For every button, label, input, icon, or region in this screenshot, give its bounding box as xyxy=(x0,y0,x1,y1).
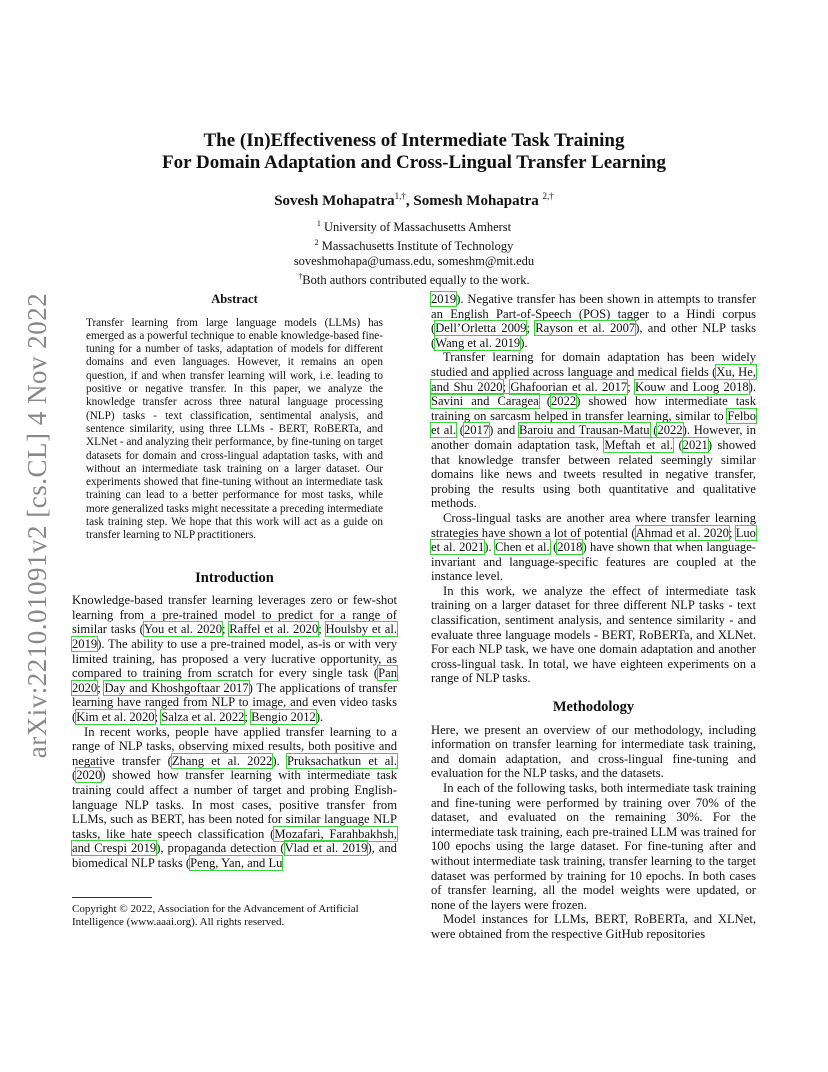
citation-link[interactable]: Peng, Yan, and Lu xyxy=(190,855,283,870)
paper-title-line-2: For Domain Adaptation and Cross-Lingual Transfer Learning xyxy=(162,152,666,173)
methodology-paragraph-3: Model instances for LLMs, BERT, RoBERTa, and XLNet, were obtained from the respective GitHub repositories xyxy=(431,912,756,941)
citation-link[interactable]: Wang et al. 2019 xyxy=(435,335,521,350)
text-run: ) The applications of transfer learning have ranged from NLP to image, and even video tasks ( xyxy=(72,680,397,724)
citation-link[interactable]: Felbo et al. xyxy=(431,408,756,438)
text-run: ( xyxy=(649,423,658,438)
citation-link[interactable]: Ghafoorian et al. 2017 xyxy=(510,379,628,394)
text-run: ; xyxy=(728,525,736,540)
introduction-paragraph-5: In this work, we analyze the effect of intermediate task training on a larger dataset for three different NLP tasks - text classification, sentiment analysis, and sentence similarity - and evaluate three language models - BERT, RoBERTa, and XLNet. For each NLP task, we have one domain adaptation and another cross-lingual task. In total, we have eighteen experiments on a range of NLP tasks. xyxy=(431,583,756,686)
text-run: ; xyxy=(154,709,162,724)
text-run: ( xyxy=(672,437,683,452)
text-run: ). xyxy=(748,379,757,394)
text-run: Transfer learning for domain adaptation has been widely studied and applied across language and medical fields ( xyxy=(431,350,756,379)
introduction-heading: Introduction xyxy=(195,569,274,586)
left-column xyxy=(72,292,397,871)
citation-link[interactable]: Bengio 2012 xyxy=(251,709,316,724)
affiliation-2 xyxy=(72,235,756,254)
title-block xyxy=(72,130,756,288)
affiliation-1-mark: 1 xyxy=(316,219,321,228)
abstract-heading: Abstract xyxy=(211,292,258,306)
text-run: Cross-lingual tasks are another area where transfer learning strategies have shown a lot of potential ( xyxy=(431,510,756,540)
text-run: ; xyxy=(526,321,536,336)
equal-contribution-text: Both authors contributed equally to the work. xyxy=(302,273,530,288)
introduction-paragraph-1 xyxy=(72,593,397,724)
methodology-paragraph-2: In each of the following tasks, both intermediate task training and fine-tuning were performed by training over 70% of the dataset, and evaluated on the remaining 30%. For the intermediate task training, each pre-trained LLM was trained for 100 epochs using the large dataset. For fine-tuning after and without intermediate task training, transfer learning to the target dataset was performed by training for 10 epochs. In both cases of transfer learning, all the model weights were updated, or none of the layers were frozen. xyxy=(431,781,756,912)
author-1-marks: 1,† xyxy=(394,191,406,201)
introduction-paragraph-2 xyxy=(72,725,397,871)
text-run: ), and biomedical NLP tasks ( xyxy=(72,841,397,870)
citation-link[interactable]: 2020 xyxy=(76,768,102,783)
citation-link[interactable]: Pruksachatkun et al. xyxy=(286,753,397,768)
affiliation-2-text: Massachusetts Institute of Technology xyxy=(318,239,514,254)
citation-link[interactable]: Dell’Orletta 2009 xyxy=(435,321,527,336)
copyright-text: Copyright © 2022, Association for the Advancement of Artificial Intelligence (www.aaai.org). All rights reserved. xyxy=(72,903,359,928)
text-run: ). The ability to use a pre-trained model, as-is or with very limited training, has proposed a very lucrative opportunity, as compared to training from scratch for every single task ( xyxy=(72,637,397,681)
citation-link[interactable]: You et al. 2020 xyxy=(143,622,223,637)
citation-link[interactable]: Savini and Caragea xyxy=(431,394,539,409)
equal-contribution-note xyxy=(72,269,756,288)
author-2-marks: 2,† xyxy=(542,191,554,201)
copyright-footnote xyxy=(72,897,397,929)
text-run: In recent works, people have applied transfer learning to a range of NLP tasks, observing mixed results, both positive and negative transfer ( xyxy=(72,724,397,768)
text-run: ) showed how transfer learning with intermediate task training could affect a number of target and probing English-language NLP tasks. In most cases, positive transfer from LLMs, such as BERT, has been noted for similar language NLP tasks, like hate speech classification ( xyxy=(72,768,397,841)
introduction-paragraph-4 xyxy=(431,511,756,584)
citation-link[interactable]: Zhang et al. 2022 xyxy=(171,753,273,768)
text-run: ). Negative transfer has been shown in attempts to transfer an English Part-of-Speech (POS) tagger to a Hindi corpus ( xyxy=(431,292,756,336)
methodology-heading: Methodology xyxy=(552,699,635,716)
citation-link[interactable]: 2018 xyxy=(557,540,583,555)
citation-link[interactable]: Baroiu and Trausan-Matu xyxy=(518,423,650,438)
citation-link[interactable]: 2019 xyxy=(431,292,457,306)
text-run: ). xyxy=(520,335,528,350)
author-list xyxy=(72,191,756,210)
citation-link[interactable]: Day and Khoshgoftaar 2017 xyxy=(104,680,249,695)
text-run: ; xyxy=(502,379,511,394)
paper-title-line-1: The (In)Effectiveness of Intermediate Task Training xyxy=(203,130,625,151)
citation-link[interactable]: Luo et al. 2021 xyxy=(431,525,756,555)
affiliation-1 xyxy=(72,216,756,235)
text-run: ) and xyxy=(489,423,519,438)
citation-link[interactable]: Salza et al. 2022 xyxy=(161,709,245,724)
text-run: ). xyxy=(272,753,287,768)
text-run: ). xyxy=(484,540,496,555)
citation-link[interactable]: 2022 xyxy=(657,423,683,438)
text-run: ). xyxy=(315,709,324,724)
citation-link[interactable]: Xu, He, and Shu 2020 xyxy=(431,364,756,394)
introduction-paragraph-2-continued xyxy=(431,292,756,350)
text-run: ( xyxy=(549,540,558,555)
text-run: ; xyxy=(97,680,105,695)
abstract-body: Transfer learning from large language models (LLMs) has emerged as a powerful technique to enable knowledge-based fine-tuning for a number of tasks, adaptation of models for different domains and even languages. However, it remains an open question, if and when transfer learning will work, i.e. leading to positive or negative transfer. In this paper, we analyze the knowledge transfer across three natural language processing (NLP) tasks - text classification, sentimental analysis, and sentence similarity, using three LLMs - BERT, RoBERTa, and XLNet - and analyzing their performance, by fine-tuning on target datasets for domain and cross-lingual adaptation tasks, with and without an intermediate task training on a larger dataset. Our experiments showed that fine-tuning without an intermediate task training can lead to a better performance for most tasks, while more generalized tasks might necessitate a preceding intermediate task training step. We hope that this work will act as a guide on transfer learning to NLP practitioners. xyxy=(86,316,383,542)
citation-link[interactable]: 2022 xyxy=(551,394,577,409)
author-1-name: Sovesh Mohapatra xyxy=(274,193,395,209)
citation-link[interactable]: Pan 2020 xyxy=(72,666,397,695)
citation-link[interactable]: Rayson et al. 2007 xyxy=(535,321,636,336)
text-run: ; xyxy=(627,379,635,394)
affiliation-2-mark: 2 xyxy=(314,238,319,248)
citation-link[interactable]: 2021 xyxy=(682,437,708,452)
author-separator: , xyxy=(405,193,414,209)
citation-link[interactable]: 2017 xyxy=(463,423,490,438)
text-run: ), propaganda detection ( xyxy=(156,841,285,856)
citation-link[interactable]: Houlsby et al. 2019 xyxy=(72,622,397,652)
arxiv-identifier-stamp xyxy=(20,290,56,760)
citation-link[interactable]: Kim et al. 2020 xyxy=(76,709,155,724)
citation-link[interactable]: Ahmad et al. 2020 xyxy=(635,525,729,540)
text-run: ; xyxy=(244,709,252,724)
arxiv-id-text: arXiv:2210.01091v2 [cs.CL] 4 Nov 2022 xyxy=(22,292,53,758)
text-run: Knowledge-based transfer learning leverages zero or few-shot learning from a pre-trained model to predict for a range of similar tasks ( xyxy=(72,593,397,637)
text-run: ; xyxy=(318,622,326,637)
citation-link[interactable]: Kouw and Loog 2018 xyxy=(635,379,749,394)
text-run: ; xyxy=(222,622,230,637)
citation-link[interactable]: Chen et al. xyxy=(495,540,550,555)
introduction-paragraph-3 xyxy=(431,350,756,511)
text-run: ) have shown that when language-invariant and language-specific features are coupled at the instance level. xyxy=(431,540,757,584)
citation-link[interactable]: Meftah et al. xyxy=(604,437,673,452)
author-2-name: Somesh Mohapatra xyxy=(413,193,543,209)
equal-contribution-mark: † xyxy=(298,272,303,282)
footnote-rule xyxy=(72,897,152,898)
text-run: ) showed how intermediate task training on sarcasm helped in transfer learning, similar to xyxy=(431,394,756,423)
methodology-paragraph-1: Here, we present an overview of our methodology, including information on transfer learning for intermediate task training, and domain adaptation, and cross-lingual fine-tuning and evaluation for the NLP tasks, and the datasets. xyxy=(431,722,756,781)
citation-link[interactable]: Raffel et al. 2020 xyxy=(229,622,319,637)
text-run: ) showed that knowledge transfer between related seemingly similar domains like news and tweets resulted in negative transfer, probing the results using both quantitative and qualitative methods. xyxy=(431,437,756,511)
text-run: ). However, in another domain adaptation task, xyxy=(431,423,757,452)
text-run: ( xyxy=(72,768,77,783)
citation-link[interactable]: Vlad et al. 2019 xyxy=(284,841,368,856)
text-run: ), and other NLP tasks ( xyxy=(431,321,757,350)
author-emails: soveshmohapa@umass.edu, someshm@mit.edu xyxy=(293,254,535,269)
citation-link[interactable]: Mozafari, Farahbakhsh, and Crespi 2019 xyxy=(72,826,397,856)
right-column xyxy=(431,292,756,942)
text-run: ( xyxy=(538,394,551,409)
text-run: ( xyxy=(456,423,464,438)
affiliation-1-text: University of Massachusetts Amherst xyxy=(320,220,512,235)
